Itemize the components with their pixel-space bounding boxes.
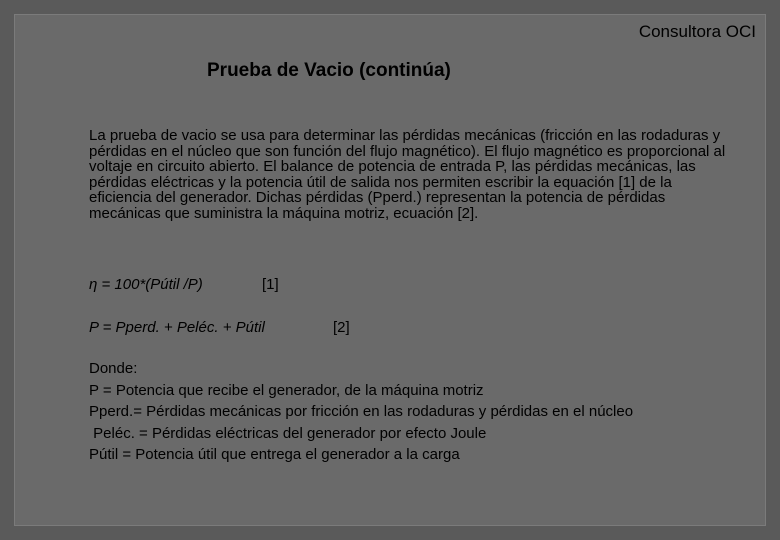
definitions-list xyxy=(89,361,729,469)
equation-1: η = 100*(Pútil /P) xyxy=(89,276,203,293)
definition-item: P = Potencia que recibe el generador, de la máquina motriz xyxy=(89,381,484,399)
definition-item: Pútil = Potencia útil que entrega el generador a la carga xyxy=(89,446,460,463)
definitions-heading: Donde: xyxy=(89,360,138,377)
definition-item: Peléc. = Pérdidas eléctricas del generador por efecto Joule xyxy=(89,424,487,442)
equation-1-number: [1] xyxy=(262,276,279,293)
body-paragraph: La prueba de vacio se usa para determinar las pérdidas mecánicas (fricción en las rodaduras y pérdidas en el núcleo que son función del flujo magnético). El flujo magnético es proporcional al voltaje en circuito abierto. El balance de potencia de entrada P, las pérdidas mecánicas, las pérdidas eléctricas y la potencia útil de salida nos permiten escribir la equación [1] de la eficiencia del generador. Dichas pérdidas (Pperd.) representan la potencia de pérdidas mecánicas que suministra la máquina motriz, ecuación [2]. xyxy=(89,127,726,222)
equation-2: P = Pperd. + Peléc. + Pútil xyxy=(89,319,265,336)
equation-2-number: [2] xyxy=(333,319,350,336)
company-name: Consultora OCI xyxy=(638,22,756,41)
definition-item: Pperd.= Pérdidas mecánicas por fricción en las rodaduras y pérdidas en el núcleo xyxy=(89,403,634,420)
slide-title: Prueba de Vacio (continúa) xyxy=(207,60,451,81)
